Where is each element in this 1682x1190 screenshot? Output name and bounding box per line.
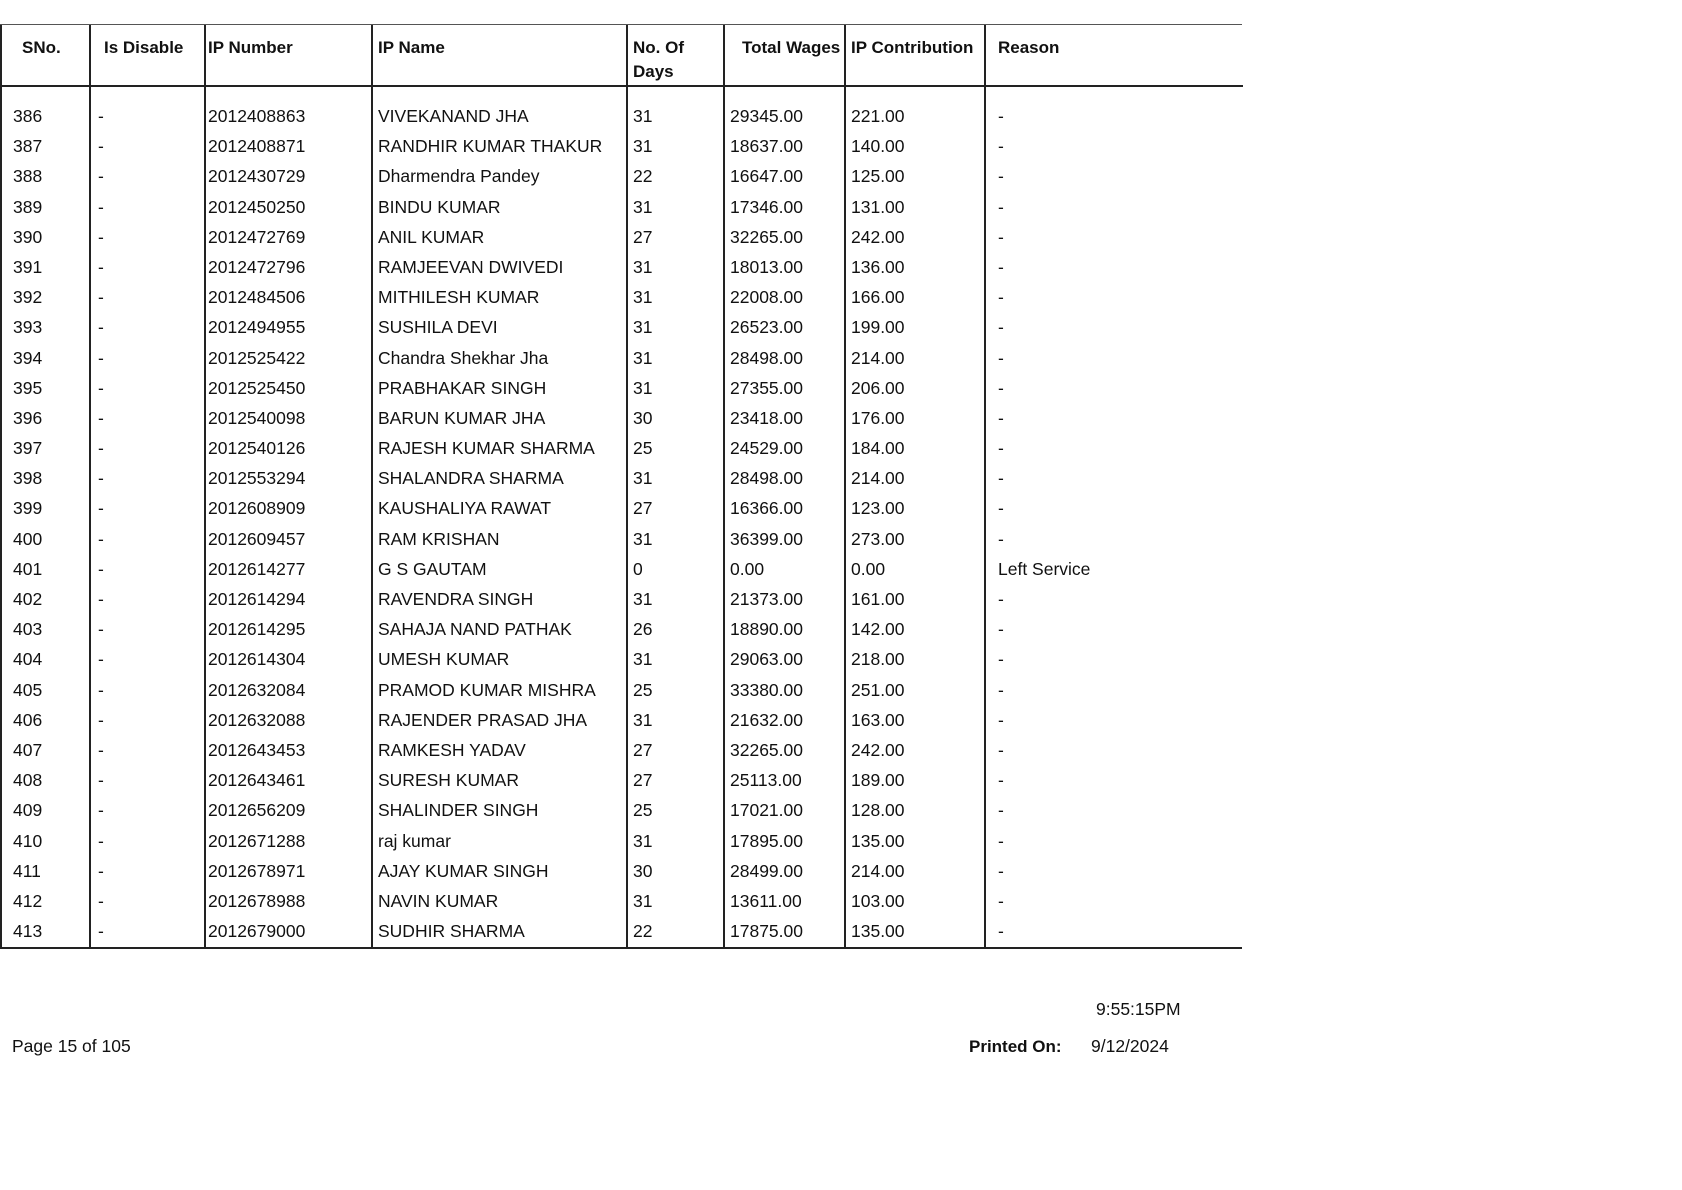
cell-is-disable: - xyxy=(90,283,205,313)
cell-ip-name: SUSHILA DEVI xyxy=(372,313,627,343)
cell-sno: 405 xyxy=(1,675,90,705)
cell-sno: 412 xyxy=(1,886,90,916)
cell-no-of-days: 31 xyxy=(627,192,724,222)
cell-ip-number: 2012671288 xyxy=(205,826,372,856)
cell-total-wages: 28498.00 xyxy=(724,464,845,494)
table-row xyxy=(1,645,1243,675)
cell-ip-number: 2012484506 xyxy=(205,283,372,313)
cell-is-disable: - xyxy=(90,132,205,162)
cell-no-of-days: 0 xyxy=(627,554,724,584)
cell-reason: - xyxy=(985,675,1243,705)
cell-no-of-days: 25 xyxy=(627,796,724,826)
cell-is-disable: - xyxy=(90,917,205,947)
cell-sno: 406 xyxy=(1,705,90,735)
cell-reason: - xyxy=(985,886,1243,916)
cell-reason: - xyxy=(985,162,1243,192)
cell-ip-contribution: 218.00 xyxy=(845,645,985,675)
cell-total-wages: 18890.00 xyxy=(724,615,845,645)
cell-ip-contribution: 206.00 xyxy=(845,373,985,403)
table-row xyxy=(1,554,1243,584)
cell-ip-contribution: 199.00 xyxy=(845,313,985,343)
cell-ip-number: 2012614277 xyxy=(205,554,372,584)
cell-reason: Left Service xyxy=(985,554,1243,584)
cell-no-of-days: 30 xyxy=(627,403,724,433)
cell-ip-number: 2012540098 xyxy=(205,403,372,433)
table-row xyxy=(1,917,1243,947)
table-row xyxy=(1,132,1243,162)
column-header-total-wages: Total Wages xyxy=(724,25,845,86)
cell-ip-name: SUDHIR SHARMA xyxy=(372,917,627,947)
cell-total-wages: 32265.00 xyxy=(724,222,845,252)
cell-sno: 413 xyxy=(1,917,90,947)
cell-sno: 394 xyxy=(1,343,90,373)
cell-ip-contribution: 184.00 xyxy=(845,434,985,464)
cell-is-disable: - xyxy=(90,162,205,192)
cell-is-disable: - xyxy=(90,675,205,705)
column-header-no-of-days: No. Of Days xyxy=(627,25,724,86)
cell-total-wages: 29345.00 xyxy=(724,86,845,132)
cell-sno: 408 xyxy=(1,766,90,796)
cell-reason: - xyxy=(985,192,1243,222)
cell-no-of-days: 31 xyxy=(627,283,724,313)
column-header-reason: Reason xyxy=(985,25,1243,86)
cell-sno: 386 xyxy=(1,86,90,132)
cell-total-wages: 18637.00 xyxy=(724,132,845,162)
cell-is-disable: - xyxy=(90,735,205,765)
cell-total-wages: 21373.00 xyxy=(724,585,845,615)
cell-ip-name: G S GAUTAM xyxy=(372,554,627,584)
cell-ip-contribution: 140.00 xyxy=(845,132,985,162)
cell-ip-contribution: 135.00 xyxy=(845,917,985,947)
table-row xyxy=(1,162,1243,192)
cell-ip-name: ANIL KUMAR xyxy=(372,222,627,252)
cell-ip-number: 2012614294 xyxy=(205,585,372,615)
cell-sno: 411 xyxy=(1,856,90,886)
cell-is-disable: - xyxy=(90,252,205,282)
cell-total-wages: 17895.00 xyxy=(724,826,845,856)
cell-ip-contribution: 214.00 xyxy=(845,343,985,373)
cell-no-of-days: 31 xyxy=(627,313,724,343)
cell-total-wages: 17875.00 xyxy=(724,917,845,947)
cell-ip-number: 2012678971 xyxy=(205,856,372,886)
table-row xyxy=(1,222,1243,252)
cell-total-wages: 17021.00 xyxy=(724,796,845,826)
cell-total-wages: 26523.00 xyxy=(724,313,845,343)
cell-ip-number: 2012430729 xyxy=(205,162,372,192)
cell-ip-number: 2012494955 xyxy=(205,313,372,343)
cell-total-wages: 32265.00 xyxy=(724,735,845,765)
cell-ip-contribution: 135.00 xyxy=(845,826,985,856)
cell-ip-number: 2012450250 xyxy=(205,192,372,222)
cell-sno: 393 xyxy=(1,313,90,343)
cell-reason: - xyxy=(985,917,1243,947)
table-row xyxy=(1,373,1243,403)
cell-ip-contribution: 214.00 xyxy=(845,856,985,886)
cell-is-disable: - xyxy=(90,192,205,222)
cell-sno: 397 xyxy=(1,434,90,464)
cell-reason: - xyxy=(985,494,1243,524)
cell-ip-name: RAJENDER PRASAD JHA xyxy=(372,705,627,735)
cell-total-wages: 13611.00 xyxy=(724,886,845,916)
cell-sno: 398 xyxy=(1,464,90,494)
cell-no-of-days: 27 xyxy=(627,494,724,524)
cell-ip-contribution: 136.00 xyxy=(845,252,985,282)
cell-is-disable: - xyxy=(90,886,205,916)
cell-sno: 388 xyxy=(1,162,90,192)
cell-no-of-days: 25 xyxy=(627,434,724,464)
column-header-ip-number: IP Number xyxy=(205,25,372,86)
cell-sno: 399 xyxy=(1,494,90,524)
cell-reason: - xyxy=(985,705,1243,735)
cell-total-wages: 27355.00 xyxy=(724,373,845,403)
cell-ip-name: BINDU KUMAR xyxy=(372,192,627,222)
cell-reason: - xyxy=(985,524,1243,554)
cell-reason: - xyxy=(985,132,1243,162)
table-row xyxy=(1,192,1243,222)
table-row xyxy=(1,735,1243,765)
table-row xyxy=(1,615,1243,645)
cell-ip-contribution: 214.00 xyxy=(845,464,985,494)
cell-is-disable: - xyxy=(90,86,205,132)
cell-sno: 396 xyxy=(1,403,90,433)
cell-sno: 402 xyxy=(1,585,90,615)
cell-total-wages: 16647.00 xyxy=(724,162,845,192)
table-row xyxy=(1,252,1243,282)
cell-no-of-days: 26 xyxy=(627,615,724,645)
cell-reason: - xyxy=(985,856,1243,886)
cell-no-of-days: 22 xyxy=(627,917,724,947)
cell-ip-number: 2012614304 xyxy=(205,645,372,675)
cell-ip-contribution: 163.00 xyxy=(845,705,985,735)
table-body xyxy=(1,86,1243,947)
cell-is-disable: - xyxy=(90,464,205,494)
cell-no-of-days: 31 xyxy=(627,826,724,856)
cell-ip-number: 2012472769 xyxy=(205,222,372,252)
cell-is-disable: - xyxy=(90,796,205,826)
cell-sno: 403 xyxy=(1,615,90,645)
cell-no-of-days: 31 xyxy=(627,524,724,554)
cell-no-of-days: 31 xyxy=(627,373,724,403)
cell-no-of-days: 30 xyxy=(627,856,724,886)
cell-reason: - xyxy=(985,434,1243,464)
cell-sno: 389 xyxy=(1,192,90,222)
cell-ip-name: RAMKESH YADAV xyxy=(372,735,627,765)
cell-is-disable: - xyxy=(90,615,205,645)
cell-is-disable: - xyxy=(90,705,205,735)
cell-ip-name: raj kumar xyxy=(372,826,627,856)
cell-total-wages: 0.00 xyxy=(724,554,845,584)
cell-no-of-days: 31 xyxy=(627,343,724,373)
cell-sno: 404 xyxy=(1,645,90,675)
table-row xyxy=(1,524,1243,554)
print-time: 9:55:15PM xyxy=(1096,999,1181,1019)
cell-no-of-days: 27 xyxy=(627,222,724,252)
cell-ip-contribution: 242.00 xyxy=(845,222,985,252)
cell-ip-name: KAUSHALIYA RAWAT xyxy=(372,494,627,524)
cell-reason: - xyxy=(985,313,1243,343)
cell-total-wages: 23418.00 xyxy=(724,403,845,433)
cell-no-of-days: 27 xyxy=(627,766,724,796)
cell-total-wages: 25113.00 xyxy=(724,766,845,796)
cell-sno: 407 xyxy=(1,735,90,765)
cell-sno: 410 xyxy=(1,826,90,856)
contribution-table xyxy=(0,24,1242,949)
cell-reason: - xyxy=(985,86,1243,132)
cell-ip-number: 2012472796 xyxy=(205,252,372,282)
cell-is-disable: - xyxy=(90,222,205,252)
cell-reason: - xyxy=(985,252,1243,282)
cell-total-wages: 18013.00 xyxy=(724,252,845,282)
column-header-sno: SNo. xyxy=(1,25,90,86)
cell-reason: - xyxy=(985,615,1243,645)
cell-sno: 409 xyxy=(1,796,90,826)
cell-reason: - xyxy=(985,403,1243,433)
cell-ip-name: UMESH KUMAR xyxy=(372,645,627,675)
cell-sno: 400 xyxy=(1,524,90,554)
cell-no-of-days: 31 xyxy=(627,585,724,615)
cell-is-disable: - xyxy=(90,373,205,403)
cell-ip-contribution: 0.00 xyxy=(845,554,985,584)
cell-ip-number: 2012643461 xyxy=(205,766,372,796)
cell-ip-number: 2012525422 xyxy=(205,343,372,373)
table-row xyxy=(1,766,1243,796)
table-header-row xyxy=(1,25,1243,86)
table-row xyxy=(1,585,1243,615)
cell-ip-name: RAVENDRA SINGH xyxy=(372,585,627,615)
table-row xyxy=(1,86,1243,132)
cell-sno: 395 xyxy=(1,373,90,403)
table-row xyxy=(1,283,1243,313)
cell-is-disable: - xyxy=(90,554,205,584)
cell-total-wages: 21632.00 xyxy=(724,705,845,735)
column-header-is-disable: Is Disable xyxy=(90,25,205,86)
table-row xyxy=(1,826,1243,856)
cell-ip-number: 2012540126 xyxy=(205,434,372,464)
printed-on-label: Printed On: xyxy=(969,1037,1062,1056)
cell-ip-name: Dharmendra Pandey xyxy=(372,162,627,192)
table-row xyxy=(1,434,1243,464)
cell-reason: - xyxy=(985,373,1243,403)
cell-total-wages: 24529.00 xyxy=(724,434,845,464)
cell-ip-contribution: 131.00 xyxy=(845,192,985,222)
cell-sno: 390 xyxy=(1,222,90,252)
cell-ip-name: Chandra Shekhar Jha xyxy=(372,343,627,373)
cell-no-of-days: 31 xyxy=(627,464,724,494)
cell-ip-name: NAVIN KUMAR xyxy=(372,886,627,916)
cell-ip-number: 2012609457 xyxy=(205,524,372,554)
cell-total-wages: 33380.00 xyxy=(724,675,845,705)
cell-ip-number: 2012553294 xyxy=(205,464,372,494)
cell-is-disable: - xyxy=(90,434,205,464)
cell-sno: 391 xyxy=(1,252,90,282)
cell-is-disable: - xyxy=(90,313,205,343)
cell-ip-name: SHALINDER SINGH xyxy=(372,796,627,826)
cell-reason: - xyxy=(985,735,1243,765)
cell-ip-number: 2012678988 xyxy=(205,886,372,916)
cell-ip-name: SAHAJA NAND PATHAK xyxy=(372,615,627,645)
cell-ip-name: RAM KRISHAN xyxy=(372,524,627,554)
cell-total-wages: 22008.00 xyxy=(724,283,845,313)
cell-is-disable: - xyxy=(90,826,205,856)
cell-reason: - xyxy=(985,766,1243,796)
cell-ip-contribution: 189.00 xyxy=(845,766,985,796)
cell-reason: - xyxy=(985,645,1243,675)
cell-ip-name: SHALANDRA SHARMA xyxy=(372,464,627,494)
printed-on-date: 9/12/2024 xyxy=(1091,1036,1169,1056)
table-row xyxy=(1,886,1243,916)
cell-ip-number: 2012656209 xyxy=(205,796,372,826)
cell-ip-contribution: 242.00 xyxy=(845,735,985,765)
table-row xyxy=(1,313,1243,343)
cell-is-disable: - xyxy=(90,585,205,615)
cell-reason: - xyxy=(985,826,1243,856)
cell-is-disable: - xyxy=(90,856,205,886)
cell-ip-number: 2012632084 xyxy=(205,675,372,705)
cell-ip-name: PRABHAKAR SINGH xyxy=(372,373,627,403)
cell-no-of-days: 25 xyxy=(627,675,724,705)
cell-ip-contribution: 273.00 xyxy=(845,524,985,554)
cell-ip-name: PRAMOD KUMAR MISHRA xyxy=(372,675,627,705)
cell-ip-number: 2012643453 xyxy=(205,735,372,765)
cell-sno: 401 xyxy=(1,554,90,584)
cell-ip-name: BARUN KUMAR JHA xyxy=(372,403,627,433)
cell-sno: 392 xyxy=(1,283,90,313)
cell-ip-number: 2012408863 xyxy=(205,86,372,132)
cell-ip-name: RANDHIR KUMAR THAKUR xyxy=(372,132,627,162)
cell-ip-name: SURESH KUMAR xyxy=(372,766,627,796)
cell-no-of-days: 31 xyxy=(627,886,724,916)
cell-ip-contribution: 166.00 xyxy=(845,283,985,313)
cell-ip-name: VIVEKANAND JHA xyxy=(372,86,627,132)
cell-ip-contribution: 251.00 xyxy=(845,675,985,705)
table-row xyxy=(1,494,1243,524)
cell-ip-contribution: 142.00 xyxy=(845,615,985,645)
cell-no-of-days: 31 xyxy=(627,705,724,735)
cell-is-disable: - xyxy=(90,645,205,675)
table-row xyxy=(1,796,1243,826)
cell-no-of-days: 22 xyxy=(627,162,724,192)
cell-ip-contribution: 128.00 xyxy=(845,796,985,826)
cell-ip-number: 2012614295 xyxy=(205,615,372,645)
cell-ip-number: 2012525450 xyxy=(205,373,372,403)
cell-is-disable: - xyxy=(90,766,205,796)
cell-reason: - xyxy=(985,464,1243,494)
table-row xyxy=(1,403,1243,433)
cell-ip-contribution: 123.00 xyxy=(845,494,985,524)
cell-reason: - xyxy=(985,222,1243,252)
cell-is-disable: - xyxy=(90,494,205,524)
table-row xyxy=(1,464,1243,494)
cell-total-wages: 29063.00 xyxy=(724,645,845,675)
table-row xyxy=(1,675,1243,705)
cell-reason: - xyxy=(985,585,1243,615)
cell-total-wages: 17346.00 xyxy=(724,192,845,222)
cell-total-wages: 28499.00 xyxy=(724,856,845,886)
cell-ip-number: 2012679000 xyxy=(205,917,372,947)
cell-ip-contribution: 176.00 xyxy=(845,403,985,433)
cell-no-of-days: 31 xyxy=(627,645,724,675)
column-header-ip-contribution: IP Contribution xyxy=(845,25,985,86)
table-row xyxy=(1,856,1243,886)
cell-ip-name: RAMJEEVAN DWIVEDI xyxy=(372,252,627,282)
cell-total-wages: 28498.00 xyxy=(724,343,845,373)
cell-total-wages: 36399.00 xyxy=(724,524,845,554)
cell-no-of-days: 27 xyxy=(627,735,724,765)
cell-no-of-days: 31 xyxy=(627,86,724,132)
cell-is-disable: - xyxy=(90,403,205,433)
cell-ip-number: 2012608909 xyxy=(205,494,372,524)
cell-sno: 387 xyxy=(1,132,90,162)
cell-ip-name: MITHILESH KUMAR xyxy=(372,283,627,313)
cell-reason: - xyxy=(985,283,1243,313)
cell-is-disable: - xyxy=(90,524,205,554)
cell-total-wages: 16366.00 xyxy=(724,494,845,524)
cell-ip-contribution: 221.00 xyxy=(845,86,985,132)
cell-reason: - xyxy=(985,343,1243,373)
cell-ip-contribution: 125.00 xyxy=(845,162,985,192)
cell-ip-name: RAJESH KUMAR SHARMA xyxy=(372,434,627,464)
column-header-ip-name: IP Name xyxy=(372,25,627,86)
cell-ip-number: 2012632088 xyxy=(205,705,372,735)
cell-ip-number: 2012408871 xyxy=(205,132,372,162)
cell-ip-contribution: 103.00 xyxy=(845,886,985,916)
cell-is-disable: - xyxy=(90,343,205,373)
table-row xyxy=(1,705,1243,735)
table-row xyxy=(1,343,1243,373)
cell-no-of-days: 31 xyxy=(627,132,724,162)
cell-ip-name: AJAY KUMAR SINGH xyxy=(372,856,627,886)
cell-ip-contribution: 161.00 xyxy=(845,585,985,615)
page-indicator: Page 15 of 105 xyxy=(12,1036,131,1056)
cell-no-of-days: 31 xyxy=(627,252,724,282)
cell-reason: - xyxy=(985,796,1243,826)
